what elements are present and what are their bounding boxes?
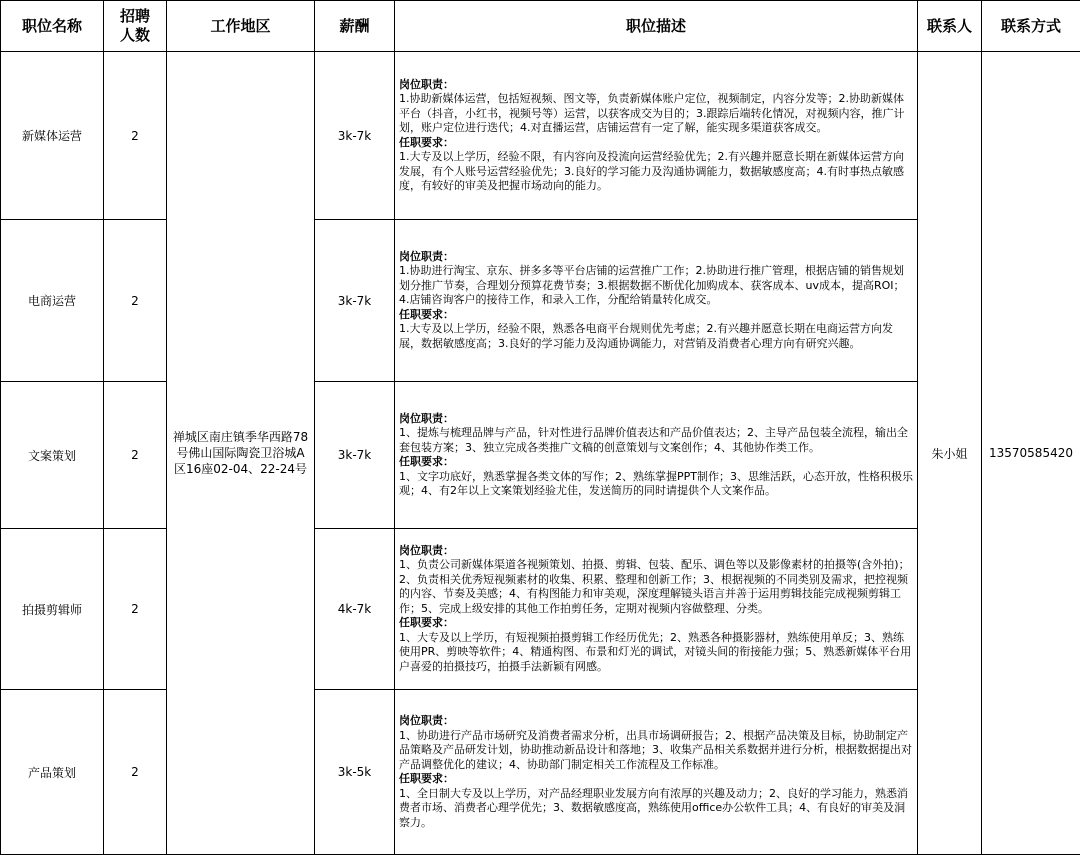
duty-label: 岗位职责： xyxy=(399,714,914,729)
requirement-label: 任职要求： xyxy=(399,308,914,323)
job-salary: 4k-7k xyxy=(315,529,395,690)
table-row xyxy=(1,52,1080,220)
header-headcount xyxy=(104,1,167,52)
job-count: 2 xyxy=(104,690,167,855)
job-count: 2 xyxy=(104,220,167,382)
contact-phone: 13570585420 xyxy=(982,52,1080,855)
job-title: 新媒体运营 xyxy=(1,52,104,220)
job-requirements: 1、大专及以上学历，有短视频拍摄剪辑工作经历优先；2、熟悉各种摄影器材，熟练使用单反；3、熟练使用PR、剪映等软件；4、精通构图、布景和灯光的调试，对镜头间的衔接能力强；5、熟悉新媒体平台用户喜爱的拍摄技巧，拍摄手法新颖有网感。 xyxy=(399,631,914,675)
job-count: 2 xyxy=(104,52,167,220)
header-phone: 联系方式 xyxy=(982,1,1080,52)
job-title: 拍摄剪辑师 xyxy=(1,529,104,690)
requirement-label: 任职要求： xyxy=(399,616,914,631)
job-duties: 1、提炼与梳理品牌与产品，针对性进行品牌价值表达和产品价值表达；2、主导产品包装全流程，输出全套包装方案；3、独立完成各类推广文稿的创意策划与文案创作；4、其他协作类工作。 xyxy=(399,426,914,455)
job-title: 产品策划 xyxy=(1,690,104,855)
job-duties: 1、协助进行产品市场研究及消费者需求分析，出具市场调研报告；2、根据产品决策及目标，协助制定产品策略及产品研发计划，协助推动新品设计和落地；3、收集产品相关系数据并进行分析，根据数据提出对产品调整优化的建议；4、协助部门制定相关工作流程及工作标准。 xyxy=(399,729,914,773)
duty-label: 岗位职责： xyxy=(399,78,914,93)
work-location: 禅城区南庄镇季华西路78号佛山国际陶瓷卫浴城A区16座02-04、22-24号 xyxy=(167,52,315,855)
duty-label: 岗位职责： xyxy=(399,250,914,265)
job-salary: 3k-7k xyxy=(315,52,395,220)
job-requirements: 1、全日制大专及以上学历，对产品经理职业发展方向有浓厚的兴趣及动力；2、良好的学习能力，熟悉消费者市场、消费者心理学优先；3、数据敏感度高，熟练使用office办公软件工具；4、有良好的审美及洞察力。 xyxy=(399,787,914,831)
requirement-label: 任职要求： xyxy=(399,136,914,151)
duty-label: 岗位职责： xyxy=(399,412,914,427)
header-row xyxy=(1,1,1080,52)
header-description: 职位描述 xyxy=(395,1,918,52)
requirement-label: 任职要求： xyxy=(399,772,914,787)
job-salary: 3k-5k xyxy=(315,690,395,855)
job-salary: 3k-7k xyxy=(315,382,395,529)
job-description xyxy=(395,220,918,382)
job-description xyxy=(395,382,918,529)
header-headcount-text: 招聘人数 xyxy=(117,7,153,45)
job-requirements: 1.大专及以上学历，经验不限，熟悉各电商平台规则优先考虑；2.有兴趣并愿意长期在电商运营方向发展，数据敏感度高；3.良好的学习能力及沟通协调能力，对营销及消费者心理方向有研究兴趣。 xyxy=(399,322,914,351)
contact-person: 朱小姐 xyxy=(918,52,982,855)
job-requirements: 1.大专及以上学历，经验不限，有内容向及投流向运营经验优先；2.有兴趣并愿意长期在新媒体运营方向发展，有个人账号运营经验优先；3.良好的学习能力及沟通协调能力，数据敏感度高；4.有时事热点敏感度，有较好的审美及把握市场动向的能力。 xyxy=(399,150,914,194)
job-title: 电商运营 xyxy=(1,220,104,382)
duty-label: 岗位职责： xyxy=(399,544,914,559)
header-position: 职位名称 xyxy=(1,1,104,52)
job-title: 文案策划 xyxy=(1,382,104,529)
job-description xyxy=(395,529,918,690)
job-duties: 1.协助新媒体运营，包括短视频、图文等，负责新媒体账户定位，视频制定，内容分发等；2.协助新媒体平台（抖音，小红书，视频号等）运营，以获客成交为目的；3.跟踪后端转化情况，对视频内容，推广计划，账户定位进行迭代；4.对直播运营，店铺运营有一定了解，能实现多渠道获客成交。 xyxy=(399,92,914,136)
header-contact: 联系人 xyxy=(918,1,982,52)
job-count: 2 xyxy=(104,382,167,529)
header-salary: 薪酬 xyxy=(315,1,395,52)
header-location: 工作地区 xyxy=(167,1,315,52)
job-description xyxy=(395,690,918,855)
requirement-label: 任职要求： xyxy=(399,455,914,470)
job-duties: 1、负责公司新媒体渠道各视频策划、拍摄、剪辑、包装、配乐、调色等以及影像素材的拍摄等(含外拍)；2、负责相关优秀短视频素材的收集、积累、整理和创新工作；3、根据视频的不同类别及需求，把控视频的内容、节奏及美感；4、有构图能力和审美观，深度理解镜头语言并善于运用剪辑技能完成视频剪辑工作；5、完成上级安排的其他工作拍剪任务，定期对视频内容做整理、分类。 xyxy=(399,558,914,616)
job-requirements: 1、文字功底好，熟悉掌握各类文体的写作；2、熟练掌握PPT制作；3、思维活跃，心态开放，性格积极乐观；4、有2年以上文案策划经验尤佳，发送简历的同时请提供个人文案作品。 xyxy=(399,470,914,499)
job-count: 2 xyxy=(104,529,167,690)
job-description xyxy=(395,52,918,220)
job-salary: 3k-7k xyxy=(315,220,395,382)
job-duties: 1.协助进行淘宝、京东、拼多多等平台店铺的运营推广工作；2.协助进行推广管理，根据店铺的销售规划划分推广节奏，合理划分预算花费节奏；3.根据数据不断优化加购成本、获客成本、uv成本，提高ROI；4.店铺咨询客户的接待工作，和录入工作，分配给销量转化成交。 xyxy=(399,264,914,308)
